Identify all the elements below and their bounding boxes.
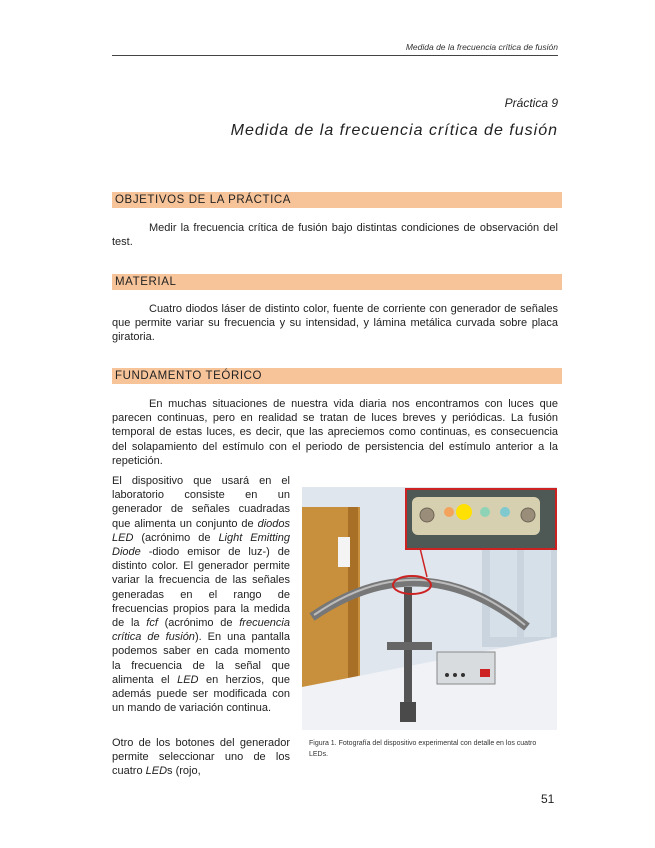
material-text: Cuatro diodos láser de distinto color, fuente de corriente con generador de señales que permite variar su frecuencia y su intensidad, y lámina metálica curvada sobre placa giratoria. bbox=[112, 303, 558, 344]
italic-term: diodos LED bbox=[112, 517, 290, 544]
italic-term: frecuencia crítica de fusión bbox=[112, 617, 290, 644]
italic-term: LED bbox=[145, 765, 168, 778]
text-run: El dispositivo que usará en el laboratorio consiste en un generador de señales cuadradas que alimenta un conjunto de bbox=[112, 475, 290, 530]
objectives-text: Medir la frecuencia crítica de fusión bajo distintas condiciones de observación del test. bbox=[112, 222, 558, 249]
text-run: (acrónimo de bbox=[157, 617, 240, 630]
section-heading-material: MATERIAL bbox=[112, 274, 562, 290]
section-heading-objectives: OBJETIVOS DE LA PRÁCTICA bbox=[112, 192, 562, 208]
theory-text-1: En muchas situaciones de nuestra vida diaria nos encontramos con luces que parecen continuas, pero en realidad se tratan de luces breves y periódicas. La fusión temporal de estas luces, es decir, que las apreciemos como continuas, es consecuencia del solapamiento del estímulo con el periodo de persistencia del estímulo anterior a la repetición. bbox=[112, 398, 558, 467]
theory-paragraph-2 bbox=[112, 474, 290, 715]
device-photo-illustration bbox=[302, 487, 557, 730]
page-number: 51 bbox=[541, 792, 555, 806]
running-header: Medida de la frecuencia crítica de fusión bbox=[405, 42, 558, 52]
detail-led-yellow bbox=[456, 504, 472, 520]
header-rule bbox=[112, 55, 558, 56]
practice-number: Práctica 9 bbox=[504, 96, 558, 110]
detail-screw-left bbox=[420, 508, 434, 522]
italic-term: Light Emitting Diode bbox=[112, 531, 290, 559]
text-run: -diodo emisor de luz-) de distinto color. El generador permite variar la frecuencia de las señales generadas en el rango de frecuencias propios para la medida de la bbox=[112, 546, 290, 630]
photo-generator-display bbox=[480, 669, 490, 677]
text-run: s (rojo, bbox=[167, 765, 201, 778]
photo-stand-base bbox=[400, 702, 416, 722]
practice-title: Medida de la frecuencia crítica de fusión bbox=[230, 122, 558, 139]
photo-generator-knob bbox=[445, 673, 449, 677]
detail-led-orange bbox=[444, 507, 454, 517]
detail-led-green bbox=[480, 507, 490, 517]
photo-generator-knob bbox=[453, 673, 457, 677]
italic-term: fcf bbox=[146, 617, 158, 630]
detail-screw-right bbox=[521, 508, 535, 522]
theory-paragraph-3 bbox=[112, 736, 290, 779]
text-run: (acrónimo de bbox=[133, 531, 219, 544]
photo-lamp bbox=[338, 537, 350, 567]
objectives-paragraph bbox=[112, 221, 558, 249]
italic-term: LED bbox=[177, 673, 199, 686]
photo-stand-pole bbox=[404, 587, 412, 717]
photo-stand-arm bbox=[387, 642, 432, 650]
text-run: Otro de los botones del generador permite seleccionar uno de los cuatro bbox=[112, 737, 290, 778]
theory-paragraph-1 bbox=[112, 397, 558, 468]
section-heading-theory: FUNDAMENTO TEÓRICO bbox=[112, 368, 562, 384]
photo-generator-knob bbox=[461, 673, 465, 677]
figure-photo bbox=[302, 487, 557, 730]
material-paragraph bbox=[112, 302, 558, 345]
figure-caption: Figura 1. Fotografía del dispositivo experimental con detalle en los cuatro LEDs. bbox=[309, 740, 537, 758]
text-run: ). En una pantalla podemos saber en cada momento la frecuencia de la señal que alimenta el bbox=[112, 631, 290, 686]
detail-led-cyan bbox=[500, 507, 510, 517]
text-run: en herzios, que además puede ser modificada con un mando de variación continua. bbox=[112, 673, 290, 715]
photo-signal-generator bbox=[437, 652, 495, 684]
